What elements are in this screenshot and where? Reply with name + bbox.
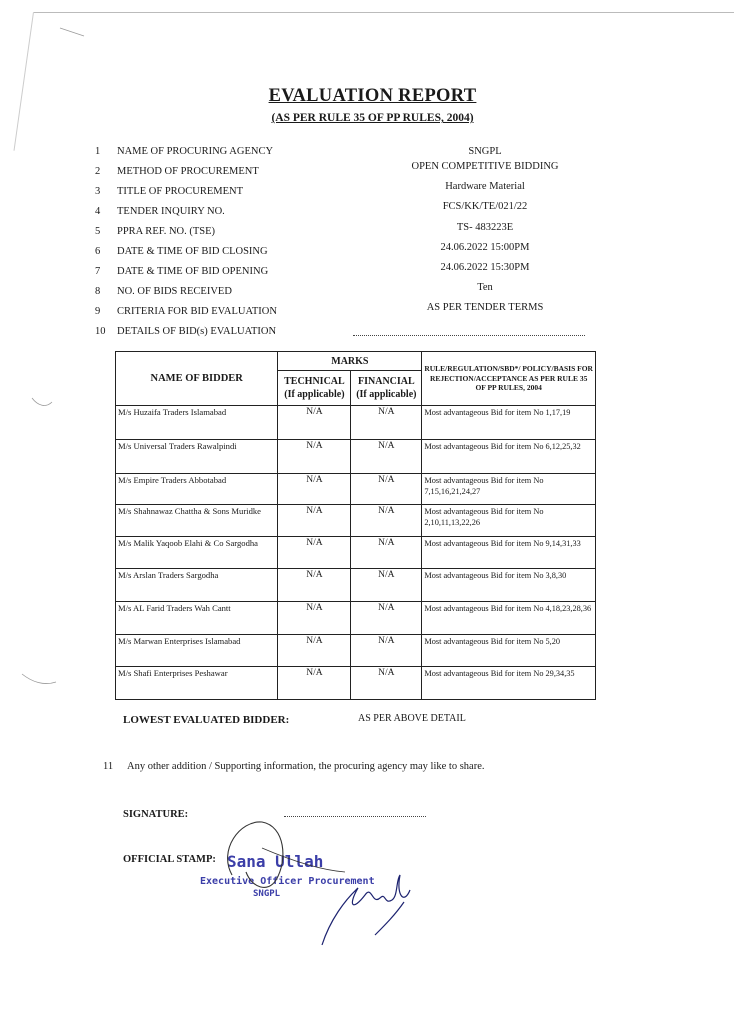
rule-basis: Most advantageous Bid for item No 4,18,23,28,36 bbox=[422, 602, 596, 635]
info-value: 24.06.2022 15:30PM bbox=[440, 262, 530, 273]
info-label: NAME OF PROCURING AGENCY bbox=[117, 146, 274, 157]
stamp-name: Sana Ullah bbox=[227, 852, 324, 871]
info-number: 7 bbox=[95, 266, 101, 277]
info-value: 24.06.2022 15:00PM bbox=[440, 242, 530, 253]
header-technical-note: (If applicable) bbox=[284, 389, 345, 400]
info-number: 5 bbox=[95, 226, 101, 237]
bidder-name: M/s Marwan Enterprises Islamabad bbox=[116, 635, 278, 667]
info-label: DETAILS OF BID(s) EVALUATION bbox=[117, 326, 277, 337]
header-name-of-bidder: NAME OF BIDDER bbox=[116, 352, 278, 406]
header-rule-basis: RULE/REGULATION/SBD*/ POLICY/BASIS FOR REJECTION/ACCEPTANCE AS PER RULE 35 OF PP RULES, 2004 bbox=[422, 352, 596, 406]
info-number: 9 bbox=[95, 306, 101, 317]
info-value: Hardware Material bbox=[445, 181, 525, 192]
rule-basis: Most advantageous Bid for item No 29,34,35 bbox=[422, 667, 596, 700]
info-number: 4 bbox=[95, 206, 101, 217]
rule-basis: Most advantageous Bid for item No 1,17,19 bbox=[422, 406, 596, 440]
info-value: Ten bbox=[477, 282, 493, 293]
technical-marks: N/A bbox=[278, 474, 351, 505]
technical-marks: N/A bbox=[278, 537, 351, 569]
info-label: NO. OF BIDS RECEIVED bbox=[117, 286, 232, 297]
additional-info-number: 11 bbox=[103, 761, 114, 772]
signature-label: SIGNATURE: bbox=[123, 809, 189, 820]
stamp-loop-stroke bbox=[228, 822, 283, 888]
info-value: AS PER TENDER TERMS bbox=[426, 302, 544, 313]
bidder-name: M/s Shahnawaz Chattha & Sons Muridke bbox=[116, 505, 278, 537]
additional-info-text: Any other addition / Supporting information, the procuring agency may like to share. bbox=[127, 761, 485, 772]
info-label: TENDER INQUIRY NO. bbox=[117, 206, 225, 217]
info-label: METHOD OF PROCUREMENT bbox=[117, 166, 259, 177]
technical-marks: N/A bbox=[278, 440, 351, 474]
info-number: 8 bbox=[95, 286, 101, 297]
technical-marks: N/A bbox=[278, 505, 351, 537]
financial-marks: N/A bbox=[351, 602, 422, 635]
financial-marks: N/A bbox=[351, 537, 422, 569]
corner-mark bbox=[60, 28, 84, 36]
info-number: 3 bbox=[95, 186, 101, 197]
report-subtitle: (AS PER RULE 35 OF PP RULES, 2004) bbox=[271, 112, 474, 124]
financial-marks: N/A bbox=[351, 635, 422, 667]
technical-marks: N/A bbox=[278, 635, 351, 667]
info-value: FCS/KK/TE/021/22 bbox=[442, 201, 528, 212]
info-number: 1 bbox=[95, 146, 101, 157]
info-label: DATE & TIME OF BID CLOSING bbox=[117, 246, 268, 257]
margin-mark-2 bbox=[22, 674, 56, 684]
header-technical-label: TECHNICAL bbox=[284, 376, 345, 387]
info-label: CRITERIA FOR BID EVALUATION bbox=[117, 306, 277, 317]
technical-marks: N/A bbox=[278, 667, 351, 700]
technical-marks: N/A bbox=[278, 602, 351, 635]
info-label: PPRA REF. NO. (TSE) bbox=[117, 226, 216, 237]
info-value: TS- 483223E bbox=[456, 222, 514, 233]
info-label: TITLE OF PROCUREMENT bbox=[117, 186, 243, 197]
financial-marks: N/A bbox=[351, 667, 422, 700]
lowest-bidder-value: AS PER ABOVE DETAIL bbox=[358, 713, 466, 724]
bidder-name: M/s Shafi Enterprises Peshawar bbox=[116, 667, 278, 700]
bidder-name: M/s AL Farid Traders Wah Cantt bbox=[116, 602, 278, 635]
financial-marks: N/A bbox=[351, 440, 422, 474]
lowest-bidder-label: LOWEST EVALUATED BIDDER: bbox=[123, 714, 290, 726]
financial-marks: N/A bbox=[351, 406, 422, 440]
rule-basis: Most advantageous Bid for item No 5,20 bbox=[422, 635, 596, 667]
info-value: SNGPL bbox=[468, 146, 502, 157]
technical-marks: N/A bbox=[278, 569, 351, 602]
info-number: 2 bbox=[95, 166, 101, 177]
signature-stroke bbox=[322, 875, 410, 945]
rule-basis: Most advantageous Bid for item No 9,14,31,33 bbox=[422, 537, 596, 569]
financial-marks: N/A bbox=[351, 474, 422, 505]
bidder-name: M/s Malik Yaqoob Elahi & Co Sargodha bbox=[116, 537, 278, 569]
header-marks: MARKS bbox=[278, 352, 422, 371]
financial-marks: N/A bbox=[351, 505, 422, 537]
info-number: 6 bbox=[95, 246, 101, 257]
rule-basis: Most advantageous Bid for item No 2,10,11,13,22,26 bbox=[422, 505, 596, 537]
report-title: EVALUATION REPORT bbox=[268, 86, 477, 106]
financial-marks: N/A bbox=[351, 569, 422, 602]
header-financial-label: FINANCIAL bbox=[358, 376, 415, 387]
stamp-flourish-stroke bbox=[262, 848, 345, 872]
stamp-organization: SNGPL bbox=[253, 889, 281, 899]
rule-basis: Most advantageous Bid for item No 6,12,25,32 bbox=[422, 440, 596, 474]
bidder-name: M/s Universal Traders Rawalpindi bbox=[116, 440, 278, 474]
info-label: DATE & TIME OF BID OPENING bbox=[117, 266, 269, 277]
bidder-name: M/s Empire Traders Abbotabad bbox=[116, 474, 278, 505]
rule-basis: Most advantageous Bid for item No 7,15,16,21,24,27 bbox=[422, 474, 596, 505]
header-financial-note: (If applicable) bbox=[356, 389, 417, 400]
rule-basis: Most advantageous Bid for item No 3,8,30 bbox=[422, 569, 596, 602]
official-stamp-label: OFFICIAL STAMP: bbox=[123, 854, 216, 865]
technical-marks: N/A bbox=[278, 406, 351, 440]
bidder-name: M/s Arslan Traders Sargodha bbox=[116, 569, 278, 602]
bidder-name: M/s Huzaifa Traders Islamabad bbox=[116, 406, 278, 440]
margin-mark-1 bbox=[32, 398, 52, 405]
info-number: 10 bbox=[95, 326, 106, 337]
info-value: OPEN COMPETITIVE BIDDING bbox=[411, 161, 559, 172]
stamp-designation: Executive Officer Procurement bbox=[200, 876, 375, 887]
